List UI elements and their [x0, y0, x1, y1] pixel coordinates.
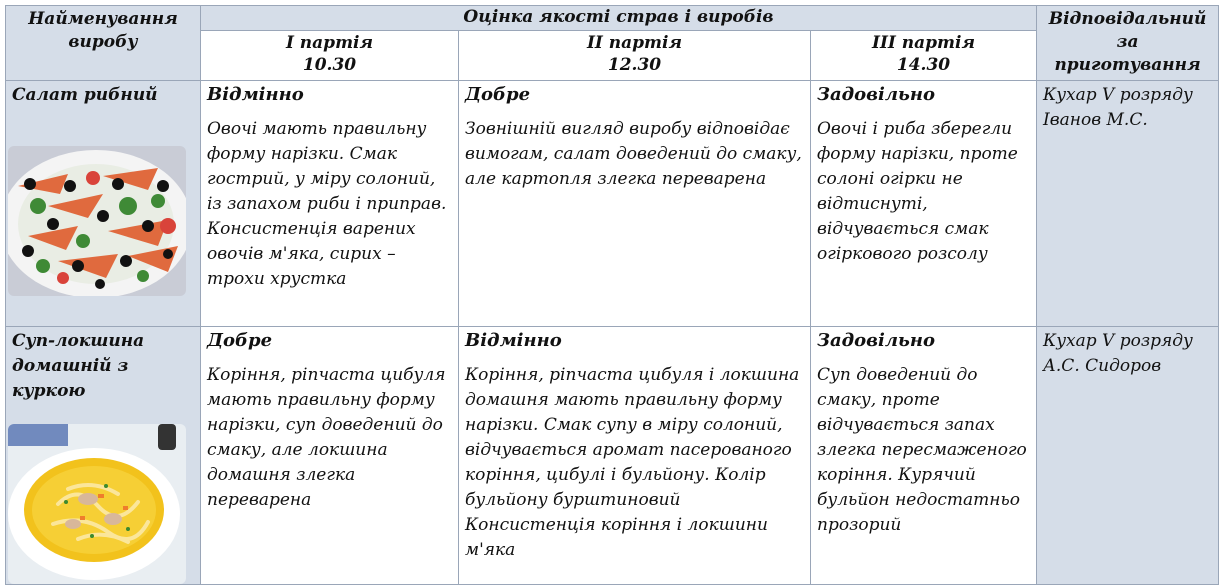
grade: Задовільно — [817, 330, 936, 351]
batch-1-label: І партія — [285, 33, 374, 53]
assessment-cell — [459, 81, 811, 327]
responsible-name: Кухар V розряду А.С. Сидоров — [1043, 331, 1193, 376]
table-row — [6, 327, 1219, 585]
table-row — [6, 81, 1219, 327]
responsible-name: Кухар V розряду Іванов М.С. — [1043, 85, 1193, 130]
assessment-text: Коріння, ріпчаста цибуля мають правильну форму нарізки, суп доведений до смаку, але локшина домашня злегка переварена — [207, 365, 446, 510]
batch-1-time: 10.30 — [302, 55, 357, 75]
batch-2-time: 12.30 — [607, 55, 662, 75]
header-batch-3 — [811, 31, 1037, 81]
quality-table — [5, 5, 1219, 585]
assessment-text: Зовнішній вигляд виробу відповідає вимогам, салат доведений до смаку, але картопля злегка переварена — [465, 119, 802, 189]
header-batch-2 — [459, 31, 811, 81]
product-name: Салат рибний — [12, 85, 158, 105]
assessment-cell — [811, 81, 1037, 327]
grade: Задовільно — [817, 84, 936, 105]
product-cell — [6, 81, 201, 327]
header-product-name: Найменування виробу — [6, 6, 201, 81]
batch-2-label: ІІ партія — [586, 33, 683, 53]
assessment-text: Овочі мають правильну форму нарізки. Смак гострий, у міру солоний, із запахом риби і приправ. Консистенція варених овочів м'яка, сирих – трохи хрустка — [207, 119, 447, 289]
fish-salad-photo — [8, 146, 186, 296]
responsible-cell — [1037, 327, 1219, 585]
product-name: Суп-локшина домашній з куркою — [12, 331, 145, 401]
grade: Відмінно — [207, 84, 304, 105]
chicken-noodle-soup-photo — [8, 424, 186, 584]
header-responsible: Відповідальний за приготування — [1037, 6, 1219, 81]
batch-3-label: ІІІ партія — [872, 33, 976, 53]
assessment-cell — [201, 81, 459, 327]
header-quality: Оцінка якості страв і виробів — [201, 6, 1037, 31]
batch-3-time: 14.30 — [896, 55, 951, 75]
grade: Відмінно — [465, 330, 562, 351]
assessment-cell — [201, 327, 459, 585]
product-cell — [6, 327, 201, 585]
assessment-text: Суп доведений до смаку, проте відчувається запах злегка пересмаженого коріння. Курячий бульйон недостатньо прозорий — [817, 365, 1027, 535]
assessment-text: Коріння, ріпчаста цибуля і локшина домашня мають правильну форму нарізки. Смак супу в міру солоний, відчувається аромат пасерованого коріння, цибулі і бульйону. Колір бульйону бурштиновий Консистенція коріння і локшини м'яка — [465, 365, 800, 560]
grade: Добре — [207, 330, 273, 351]
responsible-cell — [1037, 81, 1219, 327]
assessment-cell — [459, 327, 811, 585]
grade: Добре — [465, 84, 531, 105]
assessment-cell — [811, 327, 1037, 585]
header-batch-1 — [201, 31, 459, 81]
assessment-text: Овочі і риба зберегли форму нарізки, проте солоні огірки не відтиснуті, відчувається смак огіркового розсолу — [817, 119, 1018, 264]
